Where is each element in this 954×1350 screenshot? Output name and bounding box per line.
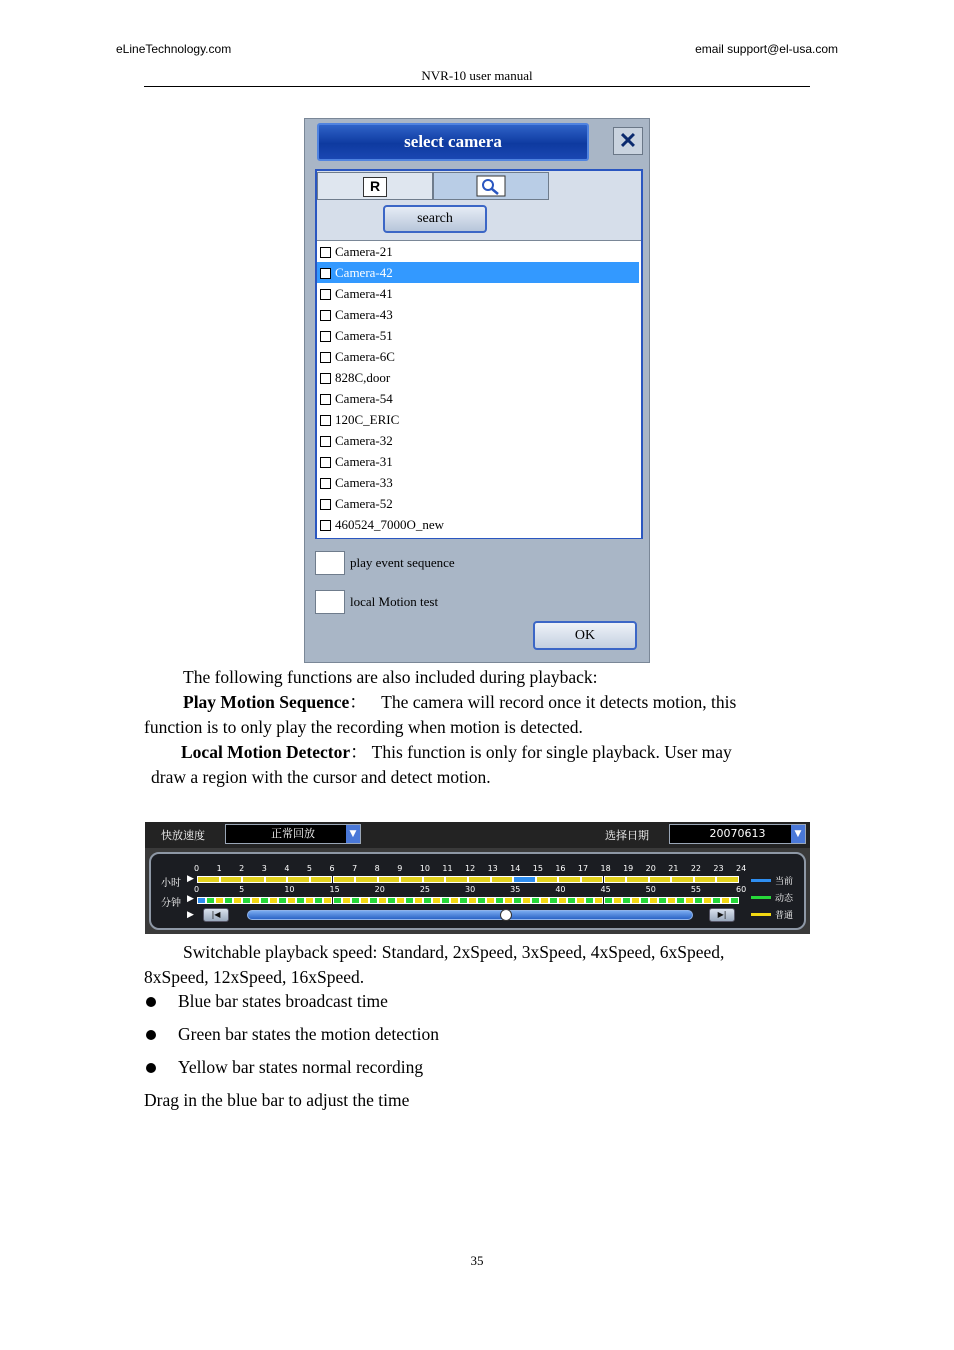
minute-tick-label: 55 bbox=[690, 885, 702, 894]
lmd-text2: draw a region with the cursor and detect motion. bbox=[151, 767, 491, 787]
checkbox-icon[interactable] bbox=[320, 478, 331, 489]
hour-segment bbox=[581, 876, 604, 883]
camera-list-item[interactable] bbox=[317, 409, 641, 430]
minute-tick-label: 45 bbox=[600, 885, 611, 894]
legend-swatch bbox=[751, 896, 771, 899]
minute-segment bbox=[468, 897, 477, 904]
minute-tick-label: 25 bbox=[419, 885, 431, 894]
pms-text2: function is to only play the recording when motion is detected. bbox=[144, 717, 583, 737]
intro-text: The following functions are also included during playback: bbox=[183, 667, 598, 687]
minute-segment bbox=[215, 897, 224, 904]
camera-name: Camera-51 bbox=[335, 328, 393, 343]
camera-name: Camera-41 bbox=[335, 286, 393, 301]
minute-segment bbox=[360, 897, 369, 904]
minute-segment bbox=[549, 897, 558, 904]
speed-label: 快放速度 bbox=[161, 829, 205, 842]
minute-segment bbox=[504, 897, 513, 904]
hour-segment bbox=[468, 876, 491, 883]
hour-segment bbox=[265, 876, 288, 883]
hour-tick-label: 3 bbox=[261, 864, 267, 873]
pms-title: Play Motion Sequence bbox=[183, 692, 350, 712]
minute-segment bbox=[585, 897, 594, 904]
minute-tick-label: 0 bbox=[194, 885, 200, 894]
minute-tick-label: 40 bbox=[555, 885, 566, 894]
hour-segment bbox=[445, 876, 468, 883]
play-event-sequence-checkbox[interactable] bbox=[315, 551, 345, 575]
chevron-down-icon: ▼ bbox=[791, 825, 805, 843]
hour-tick-label: 2 bbox=[239, 864, 245, 873]
hour-tick-label: 5 bbox=[306, 864, 312, 873]
minute-segment bbox=[685, 897, 694, 904]
camera-list-item[interactable] bbox=[317, 367, 641, 388]
minute-tick-label: 30 bbox=[465, 885, 476, 894]
hour-tick-label: 19 bbox=[623, 864, 634, 873]
hour-tick-label: 12 bbox=[465, 864, 476, 873]
hour-segment bbox=[604, 876, 627, 883]
minute-segment bbox=[342, 897, 351, 904]
minute-segment bbox=[233, 897, 242, 904]
checkbox-icon[interactable] bbox=[320, 310, 331, 321]
hour-tick-label: 16 bbox=[555, 864, 566, 873]
hour-label: 小时 bbox=[161, 878, 181, 889]
minute-segment bbox=[658, 897, 667, 904]
camera-list-item[interactable] bbox=[317, 283, 641, 304]
minute-segment bbox=[513, 897, 522, 904]
camera-list-item[interactable] bbox=[317, 325, 641, 346]
camera-name: 828C,door bbox=[335, 370, 391, 385]
checkbox-icon[interactable] bbox=[320, 373, 331, 384]
dialog-title: select camera bbox=[317, 123, 589, 161]
minute-segment bbox=[396, 897, 405, 904]
camera-list-item[interactable] bbox=[317, 430, 641, 451]
hour-tick-label: 1 bbox=[216, 864, 222, 873]
minute-segment bbox=[558, 897, 567, 904]
camera-list-item[interactable] bbox=[317, 241, 641, 262]
bullet-blue-text: Blue bar states broadcast time bbox=[178, 991, 388, 1011]
hour-segment bbox=[197, 876, 220, 883]
hour-tick-label: 7 bbox=[352, 864, 358, 873]
minute-segment bbox=[378, 897, 387, 904]
minute-tick-label: 35 bbox=[510, 885, 521, 894]
next-button[interactable]: ▶| bbox=[709, 908, 735, 922]
hour-segment bbox=[694, 876, 717, 883]
minute-segment bbox=[414, 897, 423, 904]
checkbox-icon[interactable] bbox=[320, 394, 331, 405]
minute-segment bbox=[721, 897, 730, 904]
hour-tick-label: 18 bbox=[600, 864, 611, 873]
minute-tick-label: 15 bbox=[329, 885, 340, 894]
local-motion-test-label: local Motion test bbox=[350, 594, 439, 609]
bullet-dot bbox=[146, 1030, 156, 1040]
hour-segment bbox=[558, 876, 581, 883]
minute-segment bbox=[224, 897, 233, 904]
search-icon bbox=[476, 175, 506, 197]
timeline-panel bbox=[149, 852, 806, 930]
hour-tick-label: 17 bbox=[577, 864, 589, 873]
search-button[interactable]: search bbox=[383, 205, 487, 233]
header-email: email support@el-usa.com bbox=[695, 42, 838, 56]
speed-text2: 8xSpeed, 12xSpeed, 16xSpeed. bbox=[144, 967, 365, 987]
camera-name: 460524_7000O_new bbox=[335, 517, 445, 532]
minute-segment bbox=[567, 897, 576, 904]
minute-segment bbox=[387, 897, 396, 904]
checkbox-icon[interactable] bbox=[320, 499, 331, 510]
minute-segment bbox=[649, 897, 658, 904]
playback-bar bbox=[145, 822, 810, 934]
checkbox-icon[interactable] bbox=[320, 415, 331, 426]
legend-label: 当前 bbox=[775, 877, 794, 887]
hour-segment bbox=[626, 876, 649, 883]
minute-segment bbox=[459, 897, 468, 904]
minute-segment bbox=[640, 897, 649, 904]
camera-list-item[interactable] bbox=[317, 262, 639, 283]
edit-icon: R bbox=[363, 177, 387, 197]
minute-segment bbox=[296, 897, 305, 904]
minute-segment bbox=[477, 897, 486, 904]
minute-segment bbox=[495, 897, 504, 904]
hour-tick-label: 24 bbox=[736, 864, 747, 873]
minute-segment bbox=[694, 897, 703, 904]
minute-segment bbox=[730, 897, 739, 904]
date-value: 20070613 bbox=[709, 827, 766, 840]
minute-segment bbox=[305, 897, 314, 904]
camera-name: Camera-33 bbox=[335, 475, 393, 490]
minute-segment bbox=[423, 897, 432, 904]
minute-segment bbox=[712, 897, 721, 904]
date-label: 选择日期 bbox=[605, 829, 649, 842]
hour-segment bbox=[242, 876, 265, 883]
slider-knob[interactable] bbox=[500, 909, 512, 921]
camera-list-item[interactable] bbox=[317, 514, 641, 535]
minute-segment bbox=[667, 897, 676, 904]
minute-segment bbox=[441, 897, 450, 904]
minute-segment bbox=[278, 897, 287, 904]
camera-list-item[interactable] bbox=[317, 451, 641, 472]
legend-label: 普通 bbox=[775, 911, 794, 921]
speed-text1: Switchable playback speed: Standard, 2xSpeed, 3xSpeed, 4xSpeed, 6xSpeed, bbox=[183, 942, 725, 962]
hour-segment bbox=[400, 876, 423, 883]
minute-tick-label: 50 bbox=[645, 885, 656, 894]
minute-label: 分钟 bbox=[161, 898, 181, 909]
minute-segment bbox=[486, 897, 495, 904]
camera-list-item[interactable] bbox=[317, 388, 641, 409]
hour-segment bbox=[333, 876, 356, 883]
camera-name: Camera-6C bbox=[335, 349, 395, 364]
checkbox-icon[interactable] bbox=[320, 457, 331, 468]
hour-tick-label: 13 bbox=[487, 864, 498, 873]
minute-segment bbox=[269, 897, 278, 904]
page-number: 35 bbox=[470, 1253, 484, 1268]
hour-segment bbox=[423, 876, 446, 883]
bullet-yellow-text: Yellow bar states normal recording bbox=[178, 1057, 424, 1077]
camera-name: Camera-42 bbox=[335, 265, 393, 280]
hour-segment bbox=[671, 876, 694, 883]
speed-value: 正常回放 bbox=[271, 827, 315, 840]
previous-button[interactable]: |◀ bbox=[203, 908, 229, 922]
minute-segment bbox=[613, 897, 622, 904]
hour-tick-label: 10 bbox=[419, 864, 431, 873]
time-slider[interactable] bbox=[247, 910, 693, 920]
hour-segment bbox=[513, 876, 536, 883]
minute-segment bbox=[323, 897, 332, 904]
minute-segment bbox=[197, 897, 206, 904]
minute-segment bbox=[369, 897, 378, 904]
minute-segment bbox=[333, 897, 342, 904]
tab-camera-list[interactable] bbox=[317, 172, 433, 200]
manual-title: NVR-10 user manual bbox=[421, 68, 533, 83]
camera-name: Camera-21 bbox=[335, 244, 393, 259]
hour-tick-label: 22 bbox=[690, 864, 702, 873]
local-motion-detector-line bbox=[181, 740, 732, 765]
play-motion-sequence-line bbox=[183, 690, 736, 715]
header-site: eLineTechnology.com bbox=[116, 42, 232, 56]
checkbox-icon[interactable] bbox=[320, 247, 331, 258]
minute-segment bbox=[314, 897, 323, 904]
bullet-dot bbox=[146, 1063, 156, 1073]
checkbox-icon[interactable] bbox=[320, 352, 331, 363]
camera-list-item[interactable] bbox=[317, 346, 641, 367]
play-arrow-icon: ▶ bbox=[187, 894, 194, 904]
minute-segment bbox=[531, 897, 540, 904]
minute-segment bbox=[287, 897, 296, 904]
play-event-sequence-label: play event sequence bbox=[350, 555, 455, 570]
checkbox-icon[interactable] bbox=[320, 520, 331, 531]
legend-swatch bbox=[751, 879, 771, 882]
minute-tick-label: 20 bbox=[374, 885, 385, 894]
minute-tick-label: 60 bbox=[736, 885, 747, 894]
hour-segment bbox=[649, 876, 672, 883]
minute-segment bbox=[522, 897, 531, 904]
camera-list[interactable] bbox=[317, 240, 641, 538]
camera-name: 120C_ERIC bbox=[335, 412, 400, 427]
camera-name: Camera-54 bbox=[335, 391, 393, 406]
hour-segment bbox=[310, 876, 333, 883]
minute-segment bbox=[351, 897, 360, 904]
hour-segment bbox=[378, 876, 401, 883]
header-rule bbox=[144, 86, 810, 87]
hour-tick-label: 23 bbox=[713, 864, 724, 873]
hour-tick-label: 11 bbox=[442, 864, 453, 873]
camera-name: Camera-52 bbox=[335, 496, 393, 511]
minute-segment bbox=[432, 897, 441, 904]
drag-text: Drag in the blue bar to adjust the time bbox=[144, 1090, 410, 1110]
camera-list-item[interactable] bbox=[317, 304, 641, 325]
camera-name: Camera-43 bbox=[335, 307, 393, 322]
hour-segment bbox=[536, 876, 559, 883]
minute-segment bbox=[251, 897, 260, 904]
camera-list-item[interactable] bbox=[317, 493, 641, 514]
play-arrow-icon: ▶ bbox=[187, 874, 194, 884]
hour-tick-label: 21 bbox=[668, 864, 679, 873]
camera-name: Camera-32 bbox=[335, 433, 393, 448]
lmd-text1: This function is only for single playback. User may bbox=[371, 742, 732, 762]
minute-segment bbox=[631, 897, 640, 904]
play-arrow-icon: ▶ bbox=[187, 910, 194, 920]
hour-tick-label: 15 bbox=[532, 864, 543, 873]
minute-segment bbox=[540, 897, 549, 904]
minute-segment bbox=[576, 897, 585, 904]
speed-select[interactable] bbox=[225, 824, 361, 844]
local-motion-test-checkbox[interactable] bbox=[315, 590, 345, 614]
hour-tick-label: 0 bbox=[194, 864, 200, 873]
hour-tick-label: 4 bbox=[284, 864, 290, 873]
tab-search[interactable] bbox=[433, 172, 549, 200]
pms-text1: The camera will record once it detects motion, this bbox=[381, 692, 737, 712]
checkbox-icon[interactable] bbox=[320, 289, 331, 300]
legend-swatch bbox=[751, 913, 771, 916]
checkbox-icon[interactable] bbox=[320, 436, 331, 447]
hour-segment bbox=[220, 876, 243, 883]
minute-tick-label: 10 bbox=[284, 885, 295, 894]
camera-list-item[interactable] bbox=[317, 472, 641, 493]
hour-tick-label: 6 bbox=[329, 864, 335, 873]
close-icon[interactable]: ✕ bbox=[613, 127, 643, 155]
hour-segment bbox=[491, 876, 514, 883]
pms-sep: ： bbox=[349, 692, 367, 712]
hour-tick-label: 14 bbox=[510, 864, 521, 873]
minute-segment bbox=[405, 897, 414, 904]
minute-segment bbox=[622, 897, 631, 904]
hour-tick-label: 9 bbox=[397, 864, 403, 873]
chevron-down-icon: ▼ bbox=[346, 825, 360, 843]
minute-segment bbox=[242, 897, 251, 904]
hour-segment bbox=[287, 876, 310, 883]
minute-segment bbox=[260, 897, 269, 904]
minute-segment bbox=[206, 897, 215, 904]
hour-tick-label: 20 bbox=[645, 864, 656, 873]
ok-button[interactable]: OK bbox=[533, 621, 637, 650]
minute-segment bbox=[604, 897, 613, 904]
minute-segment bbox=[676, 897, 685, 904]
date-select[interactable] bbox=[669, 824, 806, 844]
minute-segment bbox=[450, 897, 459, 904]
lmd-sep: ： bbox=[350, 742, 368, 762]
bullet-dot bbox=[146, 997, 156, 1007]
minute-tick-label: 5 bbox=[239, 885, 245, 894]
minute-segment bbox=[703, 897, 712, 904]
checkbox-icon[interactable] bbox=[320, 331, 331, 342]
hour-segment bbox=[355, 876, 378, 883]
legend-label: 动态 bbox=[775, 894, 794, 904]
lmd-title: Local Motion Detector bbox=[181, 742, 351, 762]
hour-segment bbox=[716, 876, 739, 883]
hour-tick-label: 8 bbox=[374, 864, 380, 873]
bullet-green-text: Green bar states the motion detection bbox=[178, 1024, 439, 1044]
checkbox-checked-icon[interactable]: ✓ bbox=[321, 268, 330, 278]
camera-name: Camera-31 bbox=[335, 454, 393, 469]
select-camera-dialog bbox=[304, 118, 650, 663]
camera-panel bbox=[315, 169, 643, 539]
minute-segment bbox=[594, 897, 603, 904]
